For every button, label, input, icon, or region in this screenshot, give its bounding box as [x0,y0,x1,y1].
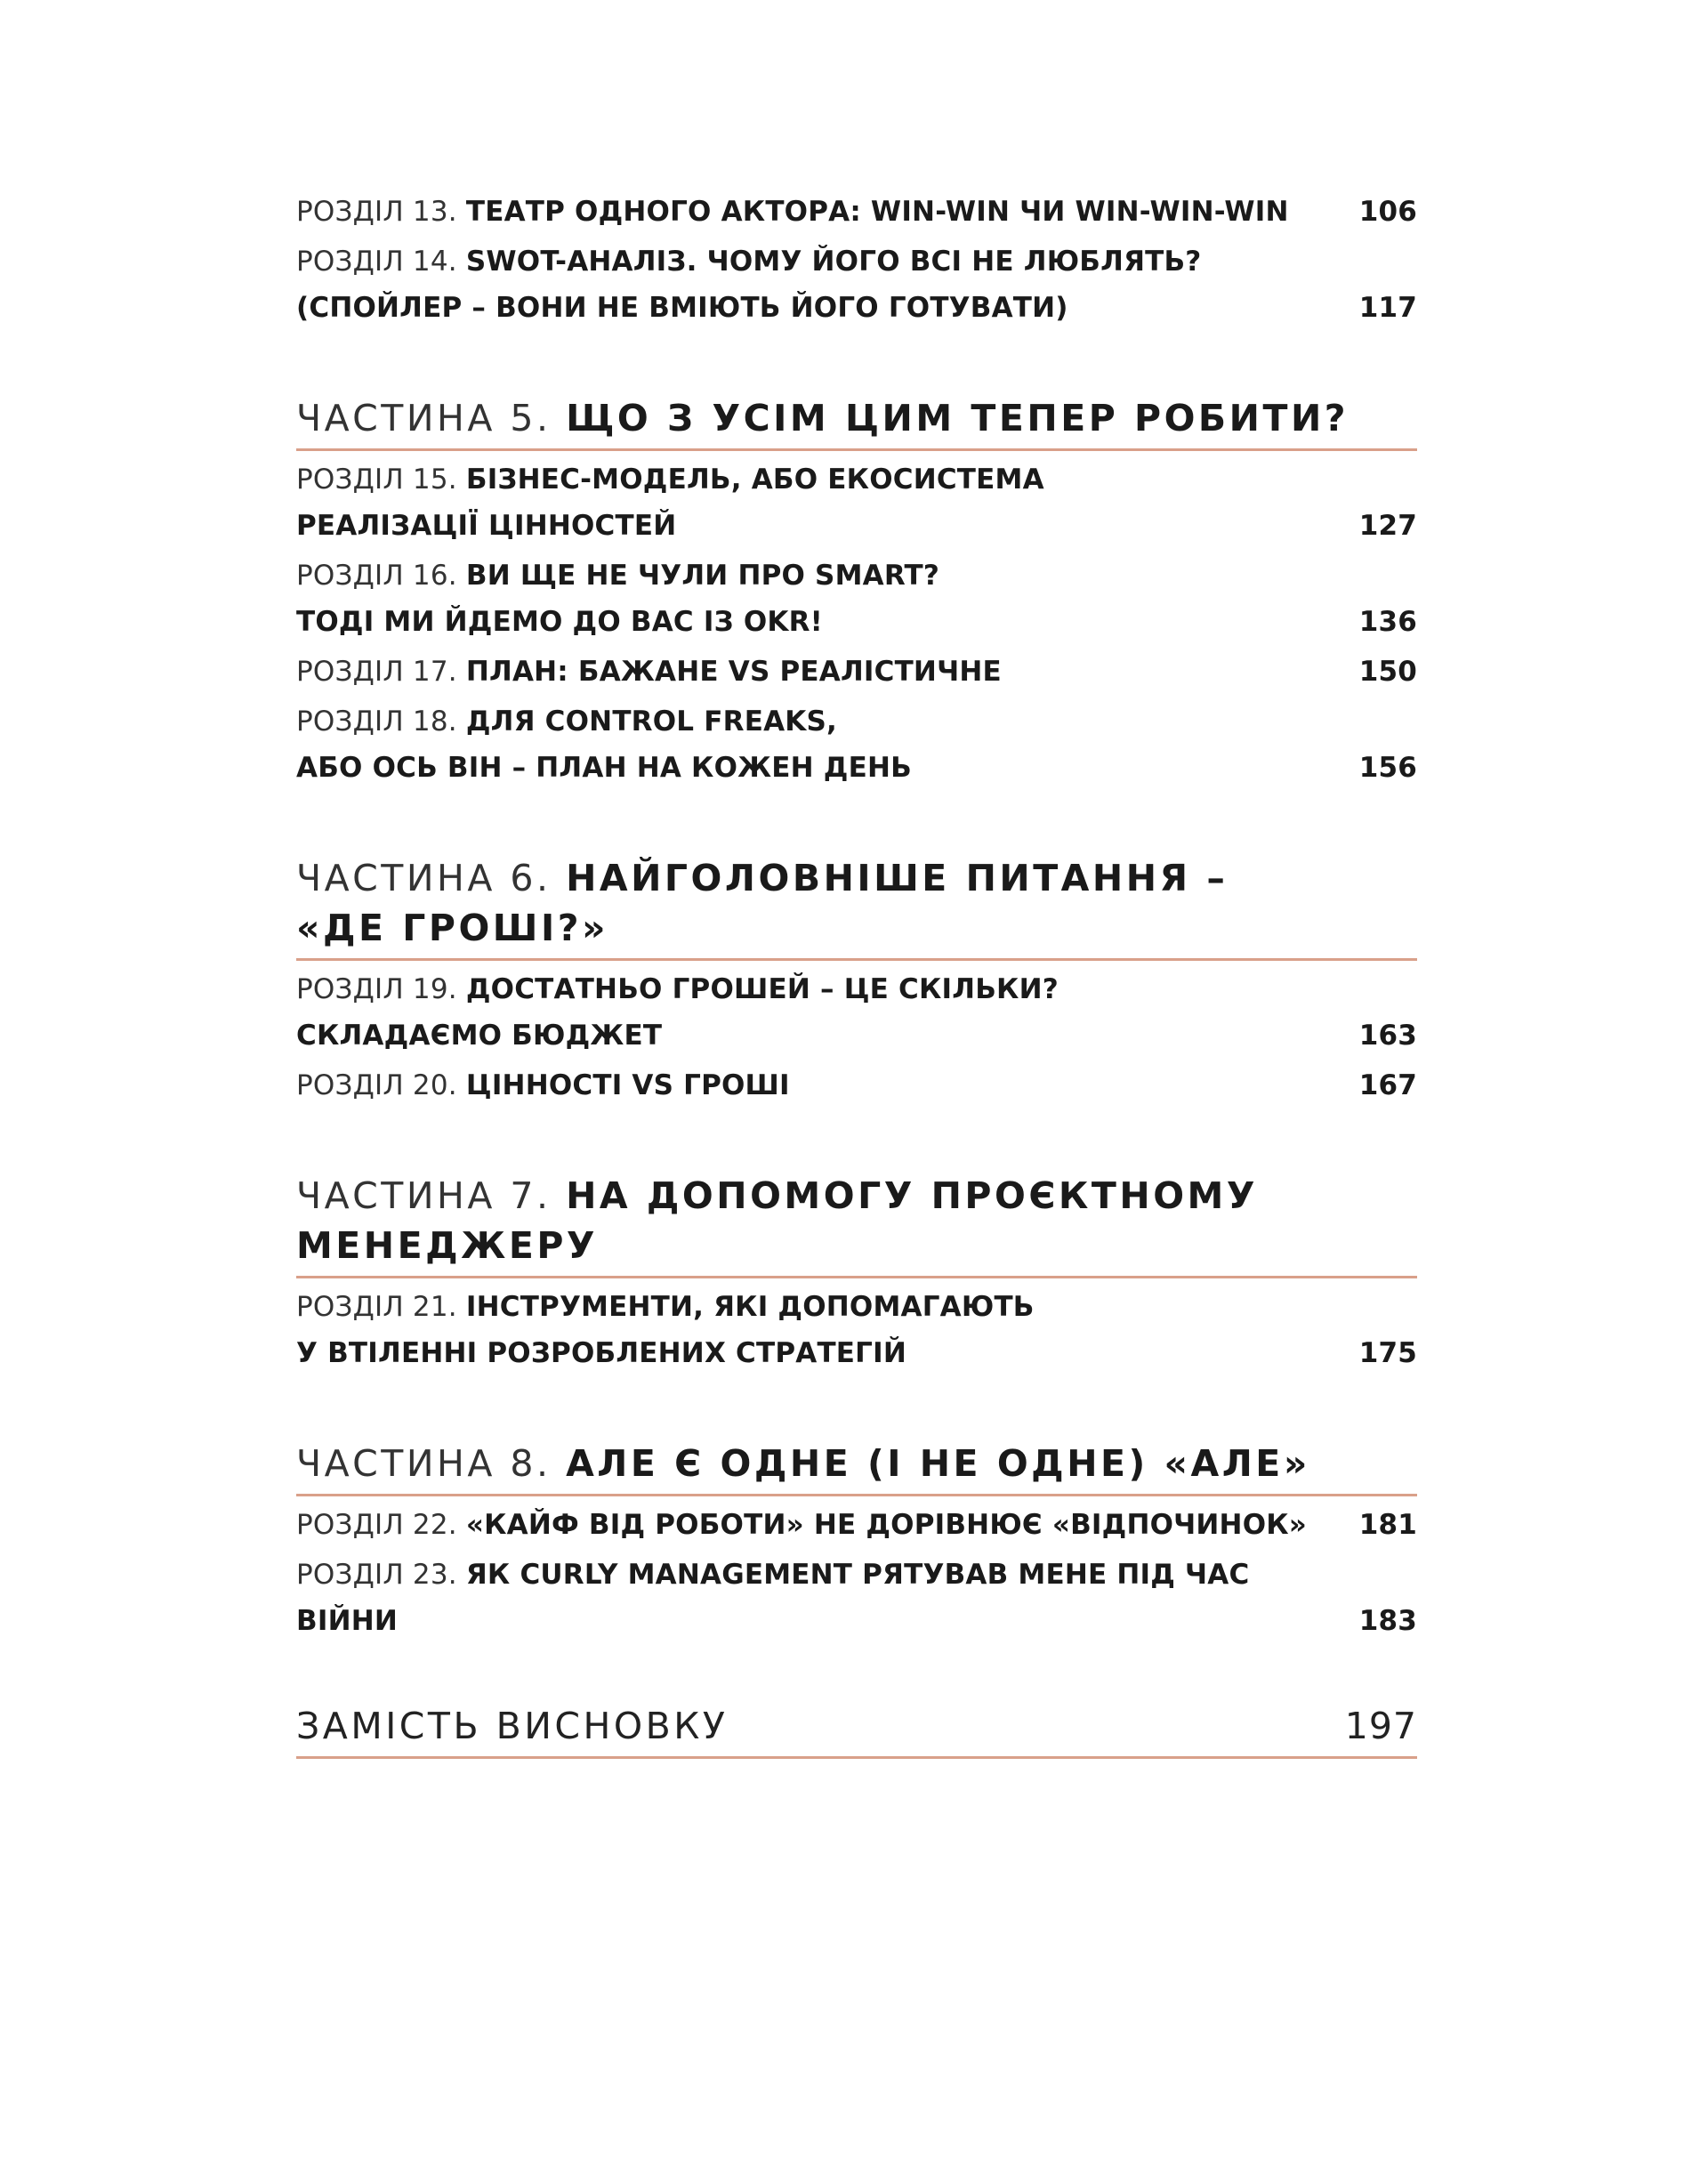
chapter-title [296,552,1359,645]
page-number: 175 [1358,1337,1417,1369]
chapter-name: ЯК CURLY MANAGEMENT РЯТУВАВ МЕНЕ ПІД ЧАС ВІЙНИ [296,1559,1250,1637]
toc-entry-chapter-22[interactable] [296,1502,1417,1548]
toc-entry-chapter-13[interactable] [296,189,1417,235]
chapter-label: РОЗДІЛ 13. [296,196,457,228]
chapter-title [296,238,1359,331]
chapter-label: РОЗДІЛ 18. [296,706,457,738]
part-name: ЩО З УСІМ ЦИМ ТЕПЕР РОБИТИ? [566,397,1349,439]
toc-entry-chapter-21[interactable] [296,1284,1417,1376]
chapter-name: ВИ ЩЕ НЕ ЧУЛИ ПРО SMART? [465,560,940,592]
toc-entry-chapter-17[interactable] [296,649,1417,695]
part-name-line-2: «ДЕ ГРОШІ?» [296,907,608,949]
chapter-title [296,1552,1359,1644]
chapter-name: ПЛАН: БАЖАНЕ VS РЕАЛІСТИЧНЕ [465,656,1002,688]
page-number: 181 [1358,1509,1417,1541]
toc-entry-chapter-23[interactable] [296,1552,1417,1644]
chapter-title [296,649,1359,695]
part-heading-5 [296,393,1417,451]
chapter-name: SWOT-АНАЛІЗ. ЧОМУ ЙОГО ВСІ НЕ ЛЮБЛЯТЬ? [465,246,1202,278]
toc-entry-chapter-18[interactable] [296,698,1417,791]
chapter-label: РОЗДІЛ 17. [296,656,457,688]
part-label: ЧАСТИНА 8. [296,1442,552,1485]
chapter-label: РОЗДІЛ 20. [296,1069,457,1101]
page-number: 183 [1358,1605,1417,1637]
page-number: 127 [1358,510,1417,542]
chapter-label: РОЗДІЛ 15. [296,464,457,496]
chapter-name-line-2: РЕАЛІЗАЦІЇ ЦІННОСТЕЙ [296,510,677,542]
part-label: ЧАСТИНА 6. [296,857,552,899]
chapter-name: «КАЙФ ВІД РОБОТИ» НЕ ДОРІВНЮЄ «ВІДПОЧИНОК» [465,1509,1308,1541]
page-number: 156 [1358,752,1417,784]
toc-entry-chapter-16[interactable] [296,552,1417,645]
chapter-label: РОЗДІЛ 19. [296,973,457,1005]
page-number: 167 [1358,1069,1417,1101]
chapter-name: ЦІННОСТІ VS ГРОШІ [465,1069,790,1101]
chapter-name: ДОСТАТНЬО ГРОШЕЙ – ЦЕ СКІЛЬКИ? [465,973,1059,1005]
part-name-line-2: МЕНЕДЖЕРУ [296,1224,598,1267]
page-number: 197 [1344,1705,1417,1747]
part-label: ЧАСТИНА 5. [296,397,552,439]
part-label: ЧАСТИНА 7. [296,1174,552,1217]
page-number: 106 [1358,196,1417,228]
chapter-name-line-2: АБО ОСЬ ВІН – ПЛАН НА КОЖЕН ДЕНЬ [296,752,912,784]
page-number: 163 [1358,1020,1417,1052]
chapter-label: РОЗДІЛ 16. [296,560,457,592]
chapter-label: РОЗДІЛ 14. [296,246,457,278]
chapter-title [296,456,1359,549]
part-name: НАЙГОЛОВНІШЕ ПИТАННЯ – [566,857,1229,899]
conclusion-title: ЗАМІСТЬ ВИСНОВКУ [296,1705,729,1747]
part-heading-7 [296,1171,1417,1278]
chapter-name: ДЛЯ CONTROL FREAKS, [465,706,837,738]
chapter-name: БІЗНЕС-МОДЕЛЬ, АБО ЕКОСИСТЕМА [465,464,1044,496]
chapter-title [296,1062,1359,1109]
table-of-contents [296,189,1417,1759]
toc-entry-chapter-20[interactable] [296,1062,1417,1109]
chapter-title [296,189,1359,235]
chapter-title [296,1502,1359,1548]
chapter-name: ТЕАТР ОДНОГО АКТОРА: WIN-WIN ЧИ WIN-WIN-WIN [465,196,1289,228]
toc-entry-chapter-14[interactable] [296,238,1417,331]
toc-entry-chapter-19[interactable] [296,966,1417,1059]
chapter-name-line-2: У ВТІЛЕННІ РОЗРОБЛЕНИХ СТРАТЕГІЙ [296,1337,907,1369]
page-number: 136 [1358,606,1417,638]
chapter-title [296,698,1359,791]
part-name: АЛЕ Є ОДНЕ (І НЕ ОДНЕ) «АЛЕ» [566,1442,1310,1485]
part-heading-6 [296,853,1417,961]
chapter-title [296,1284,1359,1376]
chapter-name-line-2: (СПОЙЛЕР – ВОНИ НЕ ВМІЮТЬ ЙОГО ГОТУВАТИ) [296,292,1068,324]
chapter-title [296,966,1359,1059]
page-number: 117 [1358,292,1417,324]
chapter-label: РОЗДІЛ 21. [296,1291,457,1323]
part-name: НА ДОПОМОГУ ПРОЄКТНОМУ [566,1174,1258,1217]
chapter-label: РОЗДІЛ 22. [296,1509,457,1541]
toc-entry-chapter-15[interactable] [296,456,1417,549]
page-number: 150 [1358,656,1417,688]
toc-entry-conclusion[interactable] [296,1701,1417,1759]
chapter-name: ІНСТРУМЕНТИ, ЯКІ ДОПОМАГАЮТЬ [465,1291,1035,1323]
part-heading-8 [296,1439,1417,1496]
chapter-name-line-2: ТОДІ МИ ЙДЕМО ДО ВАС ІЗ OKR! [296,606,823,638]
chapter-label: РОЗДІЛ 23. [296,1559,457,1591]
chapter-name-line-2: СКЛАДАЄМО БЮДЖЕТ [296,1020,663,1052]
